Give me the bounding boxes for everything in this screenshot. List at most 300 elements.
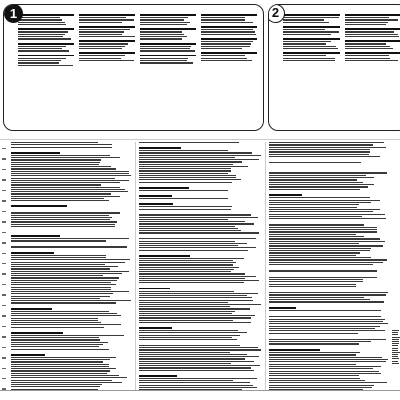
language-block-lead-line (18, 14, 74, 16)
text-line (139, 198, 228, 199)
text-line (18, 19, 62, 20)
text-line (345, 22, 388, 23)
text-line (269, 380, 365, 381)
language-block (283, 38, 340, 49)
text-line (11, 196, 120, 197)
text-line (269, 270, 377, 271)
text-line (79, 58, 121, 59)
text-line (283, 19, 324, 20)
language-block (18, 55, 74, 66)
text-line (139, 358, 245, 359)
text-line (11, 224, 115, 225)
text-line (11, 359, 110, 360)
text-line (11, 335, 124, 336)
text-line (269, 234, 356, 235)
text-line (140, 48, 190, 49)
text-line (139, 335, 240, 336)
text-line (18, 31, 68, 32)
language-block (283, 52, 340, 61)
instruction-panel-2 (268, 4, 400, 131)
text-line (79, 31, 124, 32)
text-line (139, 273, 245, 274)
language-block-lead-line (283, 14, 340, 16)
text-line (269, 330, 385, 331)
text-line (269, 248, 371, 249)
text-line (392, 358, 399, 359)
text-line (11, 368, 116, 369)
text-line (345, 55, 389, 56)
language-block-lead-line (201, 38, 257, 40)
text-line (18, 24, 66, 25)
section-heading-line (269, 194, 302, 196)
text-line (269, 326, 380, 327)
text-line (11, 159, 101, 160)
text-line (11, 200, 109, 201)
text-line (11, 178, 115, 179)
text-line (139, 308, 250, 309)
section-heading-line (11, 332, 63, 334)
section-divider (0, 139, 400, 140)
text-line (139, 300, 253, 301)
text-line (11, 349, 109, 350)
margin-marker (2, 221, 6, 222)
text-line (11, 370, 110, 371)
text-line (18, 58, 66, 59)
language-block-lead-line (345, 28, 400, 30)
language-block (345, 52, 400, 61)
language-block (140, 28, 196, 39)
text-line (11, 166, 111, 167)
text-line (269, 182, 363, 183)
text-line (140, 46, 191, 47)
text-line (269, 151, 370, 152)
text-line (11, 322, 101, 323)
text-line (139, 282, 244, 283)
paragraph-gap (269, 266, 389, 269)
section-heading-line (269, 307, 296, 309)
section-heading-line (11, 152, 60, 154)
text-line (18, 17, 60, 18)
text-line (79, 29, 130, 30)
text-line (11, 280, 117, 281)
text-line (139, 238, 256, 239)
text-line (139, 152, 252, 153)
text-line (11, 168, 116, 169)
text-line (139, 378, 257, 379)
text-line (11, 215, 109, 216)
text-line (139, 157, 235, 158)
text-line (269, 202, 371, 203)
text-line (269, 200, 380, 201)
text-line (11, 327, 104, 328)
text-line (11, 342, 108, 343)
text-line (11, 266, 118, 267)
language-block (79, 26, 135, 37)
text-line (11, 238, 129, 239)
paragraph-gap (269, 169, 389, 172)
text-line (345, 31, 394, 32)
text-line (140, 60, 187, 61)
text-line (139, 168, 231, 169)
text-line (269, 341, 371, 342)
section-heading-line (11, 308, 52, 310)
text-line (140, 50, 195, 51)
text-line (139, 209, 231, 210)
text-line (139, 387, 257, 388)
text-line (139, 175, 236, 176)
text-line (140, 34, 184, 35)
text-line (392, 352, 400, 353)
text-line (139, 361, 254, 362)
text-line (345, 46, 390, 47)
text-line (139, 295, 247, 296)
text-line (140, 36, 187, 37)
text-line (139, 385, 253, 386)
text-line (269, 333, 358, 334)
text-line (269, 255, 356, 256)
text-line (269, 368, 373, 369)
text-line (269, 321, 383, 322)
text-line (139, 278, 245, 279)
margin-marker (2, 347, 6, 348)
text-line (139, 320, 233, 321)
text-line (269, 292, 388, 293)
text-line (269, 218, 386, 219)
text-line (269, 277, 377, 278)
text-line (283, 41, 331, 42)
text-line (11, 315, 121, 316)
text-line (139, 367, 251, 368)
margin-marker (2, 305, 6, 306)
text-line (139, 330, 238, 331)
language-block-lead-line (140, 43, 196, 45)
text-line (269, 142, 384, 143)
text-line (283, 22, 329, 23)
text-line (18, 48, 62, 49)
text-line (392, 363, 399, 364)
text-line (392, 339, 399, 340)
text-line (11, 344, 103, 345)
text-line (269, 149, 370, 150)
text-line (345, 17, 389, 18)
text-column-3 (266, 142, 392, 390)
language-block-lead-line (283, 26, 340, 28)
text-line (11, 173, 129, 174)
text-line (139, 177, 236, 178)
text-line (139, 241, 235, 242)
text-line (11, 193, 111, 194)
text-line (11, 289, 111, 290)
margin-marker (2, 242, 6, 243)
section-heading-line (139, 255, 190, 257)
text-line (269, 378, 360, 379)
text-line (392, 330, 399, 331)
section-heading-line (139, 203, 173, 205)
text-line (139, 347, 258, 348)
text-line (139, 280, 259, 281)
section-heading-line (11, 235, 60, 237)
language-block-lead-line (79, 52, 135, 54)
text-line (11, 212, 120, 213)
right-edge-text-fragment (392, 330, 400, 364)
text-line (139, 276, 256, 277)
text-line (269, 323, 388, 324)
text-line (139, 155, 261, 156)
text-line (18, 22, 65, 23)
text-line (11, 226, 115, 227)
text-line (11, 275, 103, 276)
section-heading-line (139, 195, 172, 197)
text-line (392, 350, 398, 351)
text-line (269, 231, 377, 232)
margin-marker (2, 232, 6, 233)
multilingual-text-area (0, 142, 400, 390)
text-line (11, 182, 120, 183)
text-line (11, 284, 116, 285)
text-line (269, 262, 383, 263)
margin-marker (2, 294, 6, 295)
text-line (269, 207, 357, 208)
text-line (139, 226, 235, 227)
text-line (269, 189, 360, 190)
text-line (283, 46, 336, 47)
text-line (140, 38, 182, 39)
text-line (269, 299, 370, 300)
paragraph-gap (139, 341, 262, 344)
section-heading-line (139, 288, 170, 290)
panel-text-column (18, 14, 74, 125)
text-line (139, 302, 228, 303)
language-block (79, 14, 135, 23)
text-line (11, 259, 130, 260)
text-line (11, 217, 112, 218)
text-line (269, 224, 364, 225)
text-line (269, 281, 363, 282)
text-line (11, 164, 99, 165)
text-line (139, 260, 233, 261)
language-block (283, 26, 340, 35)
text-line (139, 230, 241, 231)
text-line (269, 238, 380, 239)
text-line (139, 380, 233, 381)
text-line (269, 364, 356, 365)
text-line (11, 180, 129, 181)
text-line (139, 365, 260, 366)
text-line (11, 268, 110, 269)
text-line (201, 29, 253, 30)
text-line (392, 334, 398, 335)
text-line (79, 22, 122, 23)
language-block-lead-line (201, 26, 257, 28)
text-line (140, 17, 188, 18)
text-line (269, 250, 370, 251)
panel-text-column (283, 14, 340, 125)
text-line (139, 297, 252, 298)
section-heading-line (139, 327, 172, 329)
text-line (345, 19, 399, 20)
text-line (139, 332, 247, 333)
text-line (139, 293, 258, 294)
text-column-1 (8, 142, 136, 390)
text-line (269, 147, 386, 148)
text-line (79, 43, 128, 44)
text-line (139, 179, 241, 180)
text-line (201, 41, 253, 42)
text-line (201, 55, 245, 56)
paragraph-gap (11, 228, 132, 231)
text-line (269, 184, 374, 185)
language-block-lead-line (345, 40, 400, 42)
text-line (11, 373, 107, 374)
margin-marker (2, 263, 6, 264)
text-line (269, 294, 386, 295)
text-line (18, 50, 69, 51)
text-line (283, 29, 325, 30)
text-line (345, 24, 386, 25)
text-line (79, 17, 126, 18)
text-line (269, 366, 381, 367)
panel-text-column (345, 14, 400, 125)
text-line (11, 264, 105, 265)
margin-marker (2, 357, 6, 358)
text-line (201, 22, 253, 23)
text-line (201, 60, 252, 61)
text-line (140, 31, 182, 32)
paragraph-gap (139, 211, 262, 214)
text-line (269, 209, 380, 210)
text-line (18, 60, 61, 61)
paragraph-gap (269, 288, 389, 291)
text-line (269, 385, 374, 386)
paragraph-gap (269, 221, 389, 224)
language-block (201, 26, 257, 35)
text-line (11, 346, 99, 347)
text-line (201, 48, 242, 49)
text-line (11, 318, 98, 319)
text-line (79, 34, 122, 35)
text-line (269, 177, 374, 178)
text-line (139, 337, 232, 338)
text-line (11, 375, 119, 376)
panel-2-text-columns (283, 14, 400, 125)
text-line (201, 34, 256, 35)
language-block-lead-line (140, 55, 196, 57)
text-line (11, 377, 127, 378)
paragraph-gap (269, 312, 389, 315)
text-line (11, 320, 98, 321)
panel-1-text-columns (18, 14, 257, 125)
text-line (269, 297, 364, 298)
text-line (139, 219, 228, 220)
step-number-badge-1: 1 (4, 4, 23, 23)
text-line (139, 258, 244, 259)
text-line (140, 24, 187, 25)
margin-marker (2, 169, 6, 170)
text-line (269, 339, 386, 340)
text-line (11, 240, 106, 241)
text-line (11, 311, 109, 312)
text-line (269, 328, 375, 329)
text-line (11, 277, 119, 278)
text-line (11, 384, 102, 385)
text-line (201, 17, 245, 18)
language-block-lead-line (283, 38, 340, 40)
text-line (11, 262, 125, 263)
text-line (11, 298, 100, 299)
language-block-lead-line (140, 28, 196, 30)
text-line (269, 382, 387, 383)
margin-marker (2, 336, 6, 337)
language-block (201, 14, 257, 23)
text-line (269, 204, 359, 205)
language-block-lead-line (79, 26, 135, 28)
text-line (269, 373, 381, 374)
section-heading-line (11, 354, 45, 356)
text-line (79, 19, 134, 20)
text-line (269, 357, 382, 358)
text-line (269, 156, 380, 157)
text-line (11, 198, 104, 199)
language-block (79, 40, 135, 49)
text-line (79, 36, 135, 37)
text-line (345, 58, 390, 59)
paragraph-gap (269, 165, 389, 168)
text-line (392, 354, 398, 355)
language-block (140, 43, 196, 52)
language-block (140, 55, 196, 64)
language-block (345, 14, 400, 25)
text-line (269, 259, 387, 260)
text-line (18, 34, 65, 35)
section-heading-line (269, 349, 320, 351)
text-line (269, 359, 388, 360)
paragraph-gap (269, 273, 389, 276)
text-line (11, 155, 110, 156)
text-line (201, 31, 255, 32)
text-line (269, 241, 385, 242)
language-block-lead-line (18, 28, 74, 30)
margin-marker (2, 368, 6, 369)
text-line (11, 282, 111, 283)
text-column-2 (136, 142, 266, 390)
language-block (140, 14, 196, 25)
language-block-lead-line (18, 43, 74, 45)
text-line (139, 354, 247, 355)
text-line (139, 339, 237, 340)
language-block (201, 38, 257, 49)
text-line (269, 279, 363, 280)
text-line (139, 243, 247, 244)
instruction-panel-1 (3, 4, 264, 131)
text-line (283, 48, 338, 49)
text-line (79, 55, 125, 56)
text-line (11, 144, 112, 145)
margin-marker (2, 148, 6, 149)
text-line (140, 62, 193, 63)
text-line (392, 332, 398, 333)
language-block (345, 28, 400, 37)
section-heading-line (139, 147, 181, 149)
text-line (139, 142, 239, 143)
text-line (11, 361, 103, 362)
language-block-lead-line (201, 52, 257, 54)
text-line (11, 142, 98, 143)
text-line (139, 315, 255, 316)
text-line (345, 43, 387, 44)
section-heading-line (11, 205, 67, 207)
text-line (11, 382, 122, 383)
text-line (269, 371, 379, 372)
